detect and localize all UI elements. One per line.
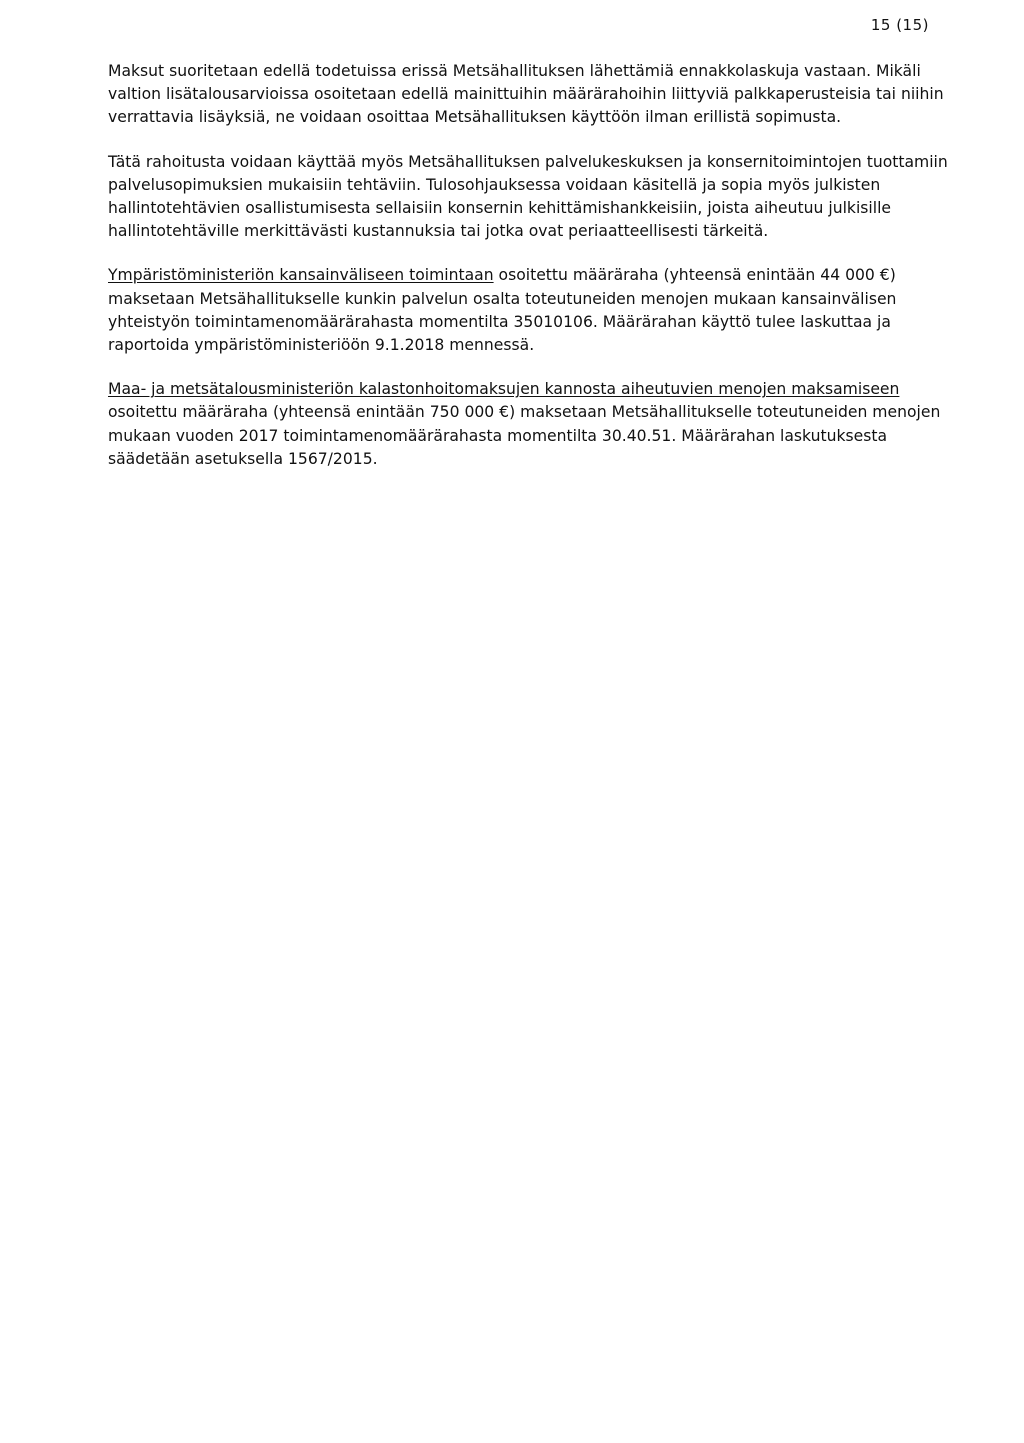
paragraph-text-agriculture: osoitettu määräraha (yhteensä enintään 750 000 €) maksetaan Metsähallitukselle toteutuneiden menojen mukaan vuoden 2017 toimintamenomäärärahasta momentilta 30.40.51. Määrärahan laskutuksesta säädetään asetuksella 1567/2015. <box>108 403 941 468</box>
underlined-heading-environment: Ympäristöministeriön kansainväliseen toimintaan <box>108 266 494 285</box>
document-body <box>108 60 958 492</box>
underlined-heading-agriculture: Maa- ja metsätalousministeriön kalastonhoitomaksujen kannosta aiheutuvien menojen maksamiseen <box>108 380 900 399</box>
paragraph-environment-ministry <box>108 264 958 357</box>
paragraph-funding-use: Tätä rahoitusta voidaan käyttää myös Metsähallituksen palvelukeskuksen ja konsernitoimintojen tuottamiin palvelusopimuksien mukaisiin tehtäviin. Tulosohjauksessa voidaan käsitellä ja sopia myös julkisten hallintotehtävien osallistumisesta sellaisiin konsernin kehittämishankkeisiin, joista aiheutuu julkisille hallintotehtäville merkittävästi kustannuksia tai jotka ovat periaatteellisesti tärkeitä. <box>108 152 948 241</box>
paragraph-payments: Maksut suoritetaan edellä todetuissa erissä Metsähallituksen lähettämiä ennakkolaskuja vastaan. Mikäli valtion lisätalousarvioissa osoitetaan edellä mainittuihin määrärahoihin liittyviä palkkaperusteisia tai niihin verrattavia lisäyksiä, ne voidaan osoittaa Metsähallituksen käyttöön ilman erillistä sopimusta. <box>108 62 944 127</box>
paragraph-text-environment: osoitettu määräraha (yhteensä enintään 44 000 €) maksetaan Metsähallitukselle kunkin palvelun osalta toteutuneiden menojen mukaan kansainvälisen yhteistyön toimintamenomäärärahasta momentilta 35010106. Määrärahan käyttö tulee laskuttaa ja raportoida ympäristöministeriöön 9.1.2018 mennessä. <box>108 266 897 355</box>
page-number: 15 (15) <box>870 16 929 34</box>
paragraph-agriculture-ministry <box>108 378 958 471</box>
